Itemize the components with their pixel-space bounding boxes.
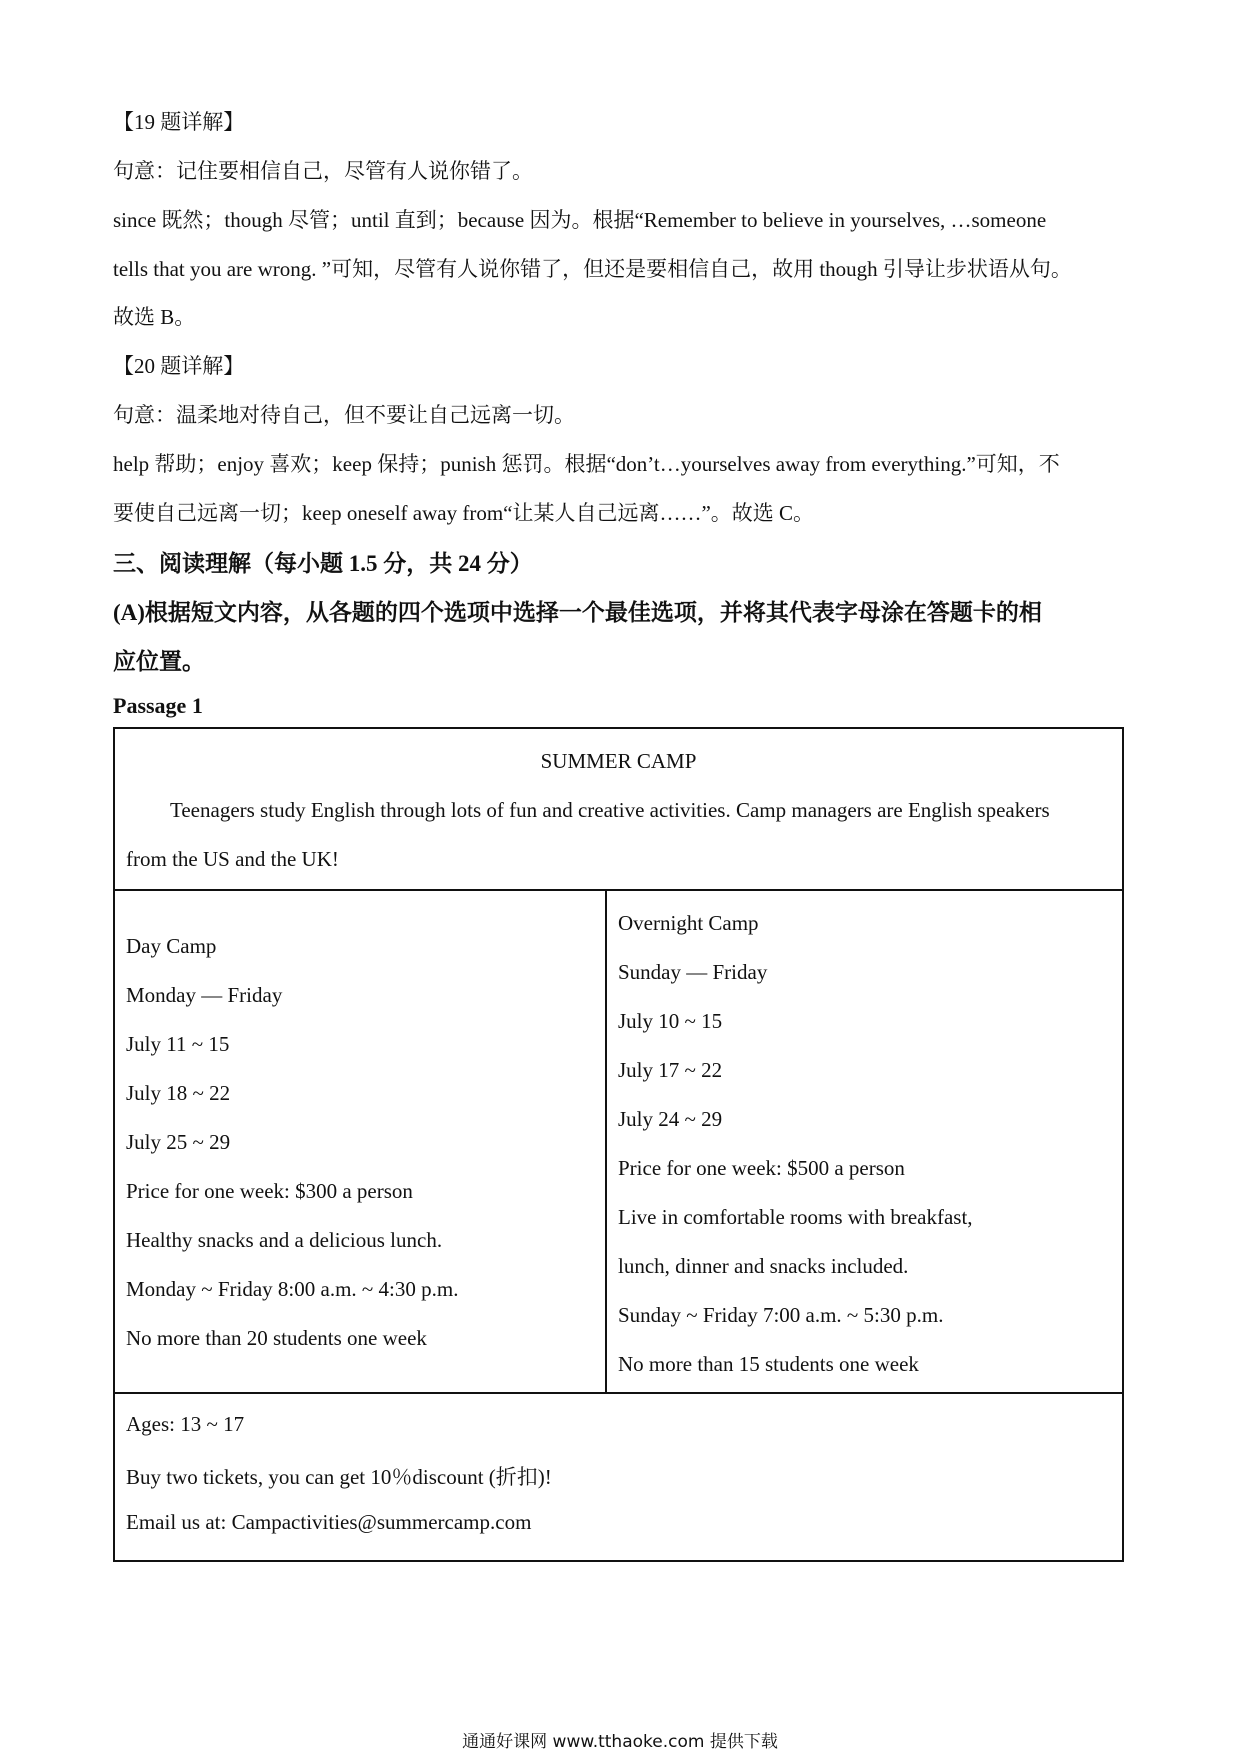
email-info: Email us at: Campactivities@summercamp.com (126, 1510, 532, 1534)
explanation-line: 故选 B。 (113, 305, 196, 329)
day-camp-price: Price for one week: $300 a person (126, 1179, 413, 1203)
section-instruction: (A)根据短文内容，从各题的四个选项中选择一个最佳选项，并将其代表字母涂在答题卡的相 (113, 600, 1042, 625)
day-camp-limit: No more than 20 students one week (126, 1326, 427, 1350)
day-camp-title: Day Camp (126, 934, 217, 958)
overnight-camp-date: July 17 ~ 22 (618, 1058, 723, 1082)
day-camp-date: July 11 ~ 15 (126, 1032, 230, 1056)
ad-title: SUMMER CAMP (540, 749, 697, 773)
overnight-camp-days: Sunday — Friday (618, 960, 768, 984)
overnight-camp-title: Overnight Camp (618, 911, 759, 935)
explanation-header-20: 【20 题详解】 (113, 354, 245, 378)
overnight-camp-date: July 24 ~ 29 (618, 1107, 723, 1131)
day-camp-hours: Monday ~ Friday 8:00 a.m. ~ 4:30 p.m. (126, 1277, 459, 1301)
discount-info: Buy two tickets, you can get 10％discount (折扣)! (126, 1465, 552, 1489)
section-heading: 三、阅读理解（每小题 1.5 分，共 24 分） (113, 551, 533, 576)
passage-title: Passage 1 (113, 693, 203, 718)
explanation-line: 要使自己远离一切；keep oneself away from“让某人自己远离……”。故选 C。 (113, 501, 815, 525)
explanation-line: 句意：记住要相信自己，尽管有人说你错了。 (113, 159, 533, 183)
section-instruction-cont: 应位置。 (113, 649, 205, 674)
overnight-camp-date: July 10 ~ 15 (618, 1009, 723, 1033)
ad-intro-cont: from the US and the UK! (126, 847, 339, 871)
day-camp-date: July 25 ~ 29 (126, 1130, 231, 1154)
explanation-line: 句意：温柔地对待自己，但不要让自己远离一切。 (113, 403, 575, 427)
overnight-camp-hours: Sunday ~ Friday 7:00 a.m. ~ 5:30 p.m. (618, 1303, 944, 1327)
overnight-camp-price: Price for one week: $500 a person (618, 1156, 905, 1180)
overnight-camp-limit: No more than 15 students one week (618, 1352, 919, 1376)
day-camp-panel (113, 889, 607, 1394)
explanation-line: help 帮助；enjoy 喜欢；keep 保持；punish 惩罚。根据“don’t…yourselves away from everything.”可知，不 (113, 452, 1060, 476)
explanation-line: tells that you are wrong. ”可知，尽管有人说你错了，但还是要相信自己，故用 though 引导让步状语从句。 (113, 257, 1072, 281)
ad-header-box (113, 727, 1124, 891)
explanation-line: since 既然；though 尽管；until 直到；because 因为。根据“Remember to believe in yourselves, …someone (113, 208, 1047, 232)
ad-footer-box (113, 1392, 1124, 1562)
ages-info: Ages: 13 ~ 17 (126, 1412, 245, 1436)
day-camp-meals: Healthy snacks and a delicious lunch. (126, 1228, 443, 1252)
overnight-camp-meals: lunch, dinner and snacks included. (618, 1254, 909, 1278)
day-camp-date: July 18 ~ 22 (126, 1081, 231, 1105)
explanation-header-19: 【19 题详解】 (113, 110, 245, 134)
day-camp-days: Monday — Friday (126, 983, 283, 1007)
ad-intro: Teenagers study English through lots of fun and creative activities. Camp managers are English speakers (170, 798, 1050, 822)
overnight-camp-panel (605, 889, 1124, 1394)
page-footer: 通通好课网 www.tthaoke.com 提供下载 (462, 1732, 778, 1752)
overnight-camp-rooms: Live in comfortable rooms with breakfast, (618, 1205, 973, 1229)
